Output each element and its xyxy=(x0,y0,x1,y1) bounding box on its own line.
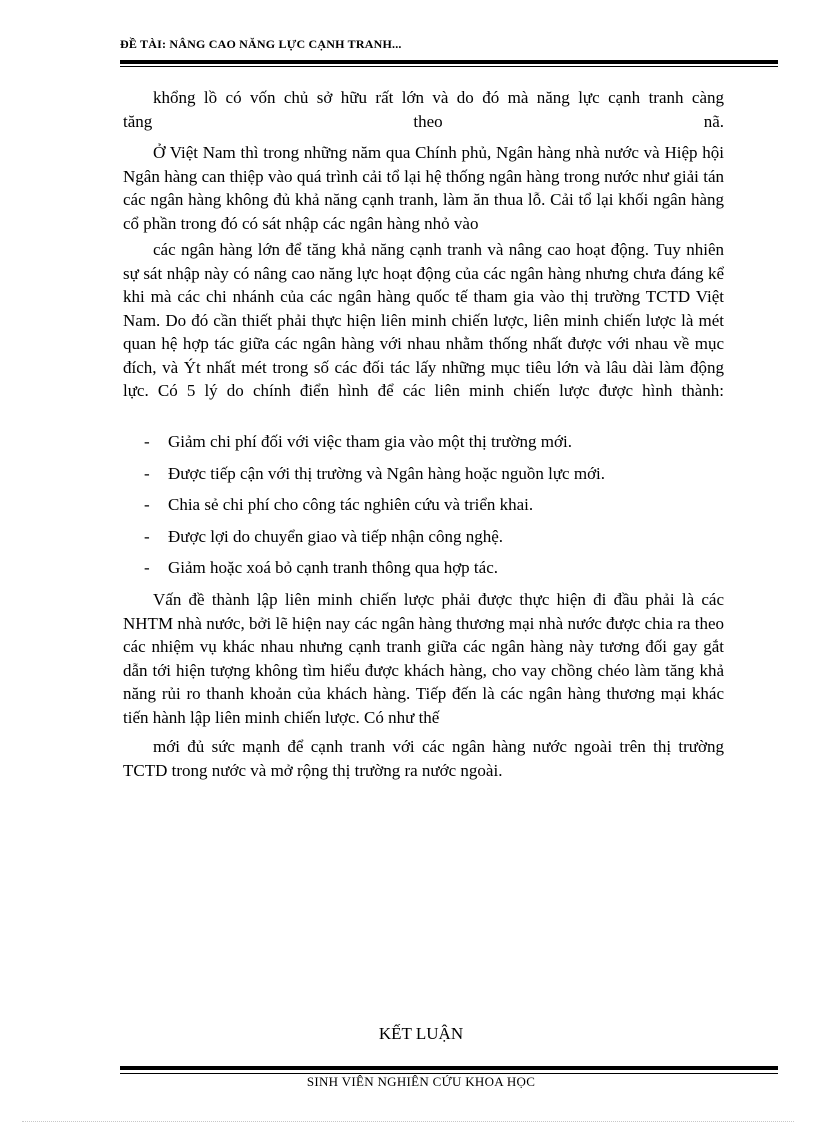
footer-rule-thick xyxy=(120,1066,778,1070)
paragraph-text: Vấn đề thành lập liên minh chiến lược phải được thực hiện đi đầu phải là các NHTM nhà nước, bởi lẽ hiện nay các ngân hàng thương mại nhà nước được chia ra theo các nhiệm vụ khác nhau nhưng cạnh tranh giữa các ngân hàng này tương đối gay gắt dẫn tới hiện tượng không tìm hiểu được khách hàng, cho vay chồng chéo làm tăng khả năng rủi ro thanh khoản của khách hàng. Tiếp đến là các ngân hàng thương mại khác tiến hành lập liên minh chiến lược. Có như thế xyxy=(123,590,724,727)
bullet-dash: - xyxy=(144,432,150,451)
header-rule-thin xyxy=(120,66,778,67)
paragraph-vietnam xyxy=(123,141,724,235)
bullet-dash: - xyxy=(144,558,150,577)
conclusion-heading: KẾT LUẬN xyxy=(378,1024,464,1043)
list-item-text: Chia sẻ chi phí cho công tác nghiên cứu và triển khai. xyxy=(168,495,534,514)
bullet-dash: - xyxy=(144,464,150,483)
paragraph-closing xyxy=(123,735,724,782)
paragraph-text: Ở Việt Nam thì trong những năm qua Chính phủ, Ngân hàng nhà nước và Hiệp hội Ngân hàng can thiệp vào quá trình cải tổ lại hệ thống ngân hàng trong nước như giải tán các ngân hàng không đủ khả năng cạnh tranh, làm ăn thua lỗ. Cải tổ lại khối ngân hàng cổ phần trong đó có sát nhập các ngân hàng nhỏ vào xyxy=(123,143,724,233)
list-item xyxy=(144,525,744,548)
list-item-text: Giảm chi phí đối với việc tham gia vào một thị trường mới. xyxy=(168,432,572,451)
bullet-dash: - xyxy=(144,527,150,546)
list-item xyxy=(144,556,744,579)
list-item-text: Được lợi do chuyển giao và tiếp nhận công nghệ. xyxy=(168,527,503,546)
header-rule-thick xyxy=(120,60,778,64)
paragraph-continuation-line2 xyxy=(123,110,724,134)
header-title: ĐỀ TÀI: NÂNG CAO NĂNG LỰC CẠNH TRANH... xyxy=(120,37,402,51)
list-item xyxy=(144,493,744,516)
paragraph-merger xyxy=(123,238,724,403)
paragraph-text: các ngân hàng lớn để tăng khả năng cạnh tranh và nâng cao hoạt động. Tuy nhiên sự sát nhập này có nâng cao năng lực hoạt động của các ngân hàng nhưng chưa đáng kể khi mà các chi nhánh của các ngân hàng quốc tế tham gia vào thị trường TCTD Việt Nam. Do đó cần thiết phải thực hiện liên minh chiến lược, liên minh chiến lược là mét quan hệ hợp tác giữa các ngân hàng với nhau nhằm thống nhất được với nhau về mục đích, và Ýt nhất mét trong số các đối tác lấy những mục tiêu lớn và lâu dài làm động lực. Có 5 lý do chính điển hình để các liên minh chiến lược được hình thành: xyxy=(123,240,724,400)
paragraph-continuation-line1 xyxy=(123,86,724,110)
list-item xyxy=(144,430,744,453)
list-item-text: Giảm hoặc xoá bỏ cạnh tranh thông qua hợp tác. xyxy=(168,558,498,577)
paragraph-text: mới đủ sức mạnh để cạnh tranh với các ngân hàng nước ngoài trên thị trường TCTD trong nước và mở rộng thị trường ra nước ngoài. xyxy=(123,737,724,780)
page-bottom-divider xyxy=(22,1121,794,1122)
paragraph-strategy xyxy=(123,588,724,729)
footer-text: SINH VIÊN NGHIÊN CỨU KHOA HỌC xyxy=(306,1074,536,1089)
paragraph-text: khổng lồ có vốn chủ sở hữu rất lớn và do đó mà năng lực cạnh tranh càng xyxy=(153,88,724,107)
list-item-text: Được tiếp cận với thị trường và Ngân hàng hoặc nguồn lực mới. xyxy=(168,464,606,483)
bullet-dash: - xyxy=(144,495,150,514)
list-item xyxy=(144,462,744,485)
paragraph-text: tăng theo nã. xyxy=(123,112,724,131)
